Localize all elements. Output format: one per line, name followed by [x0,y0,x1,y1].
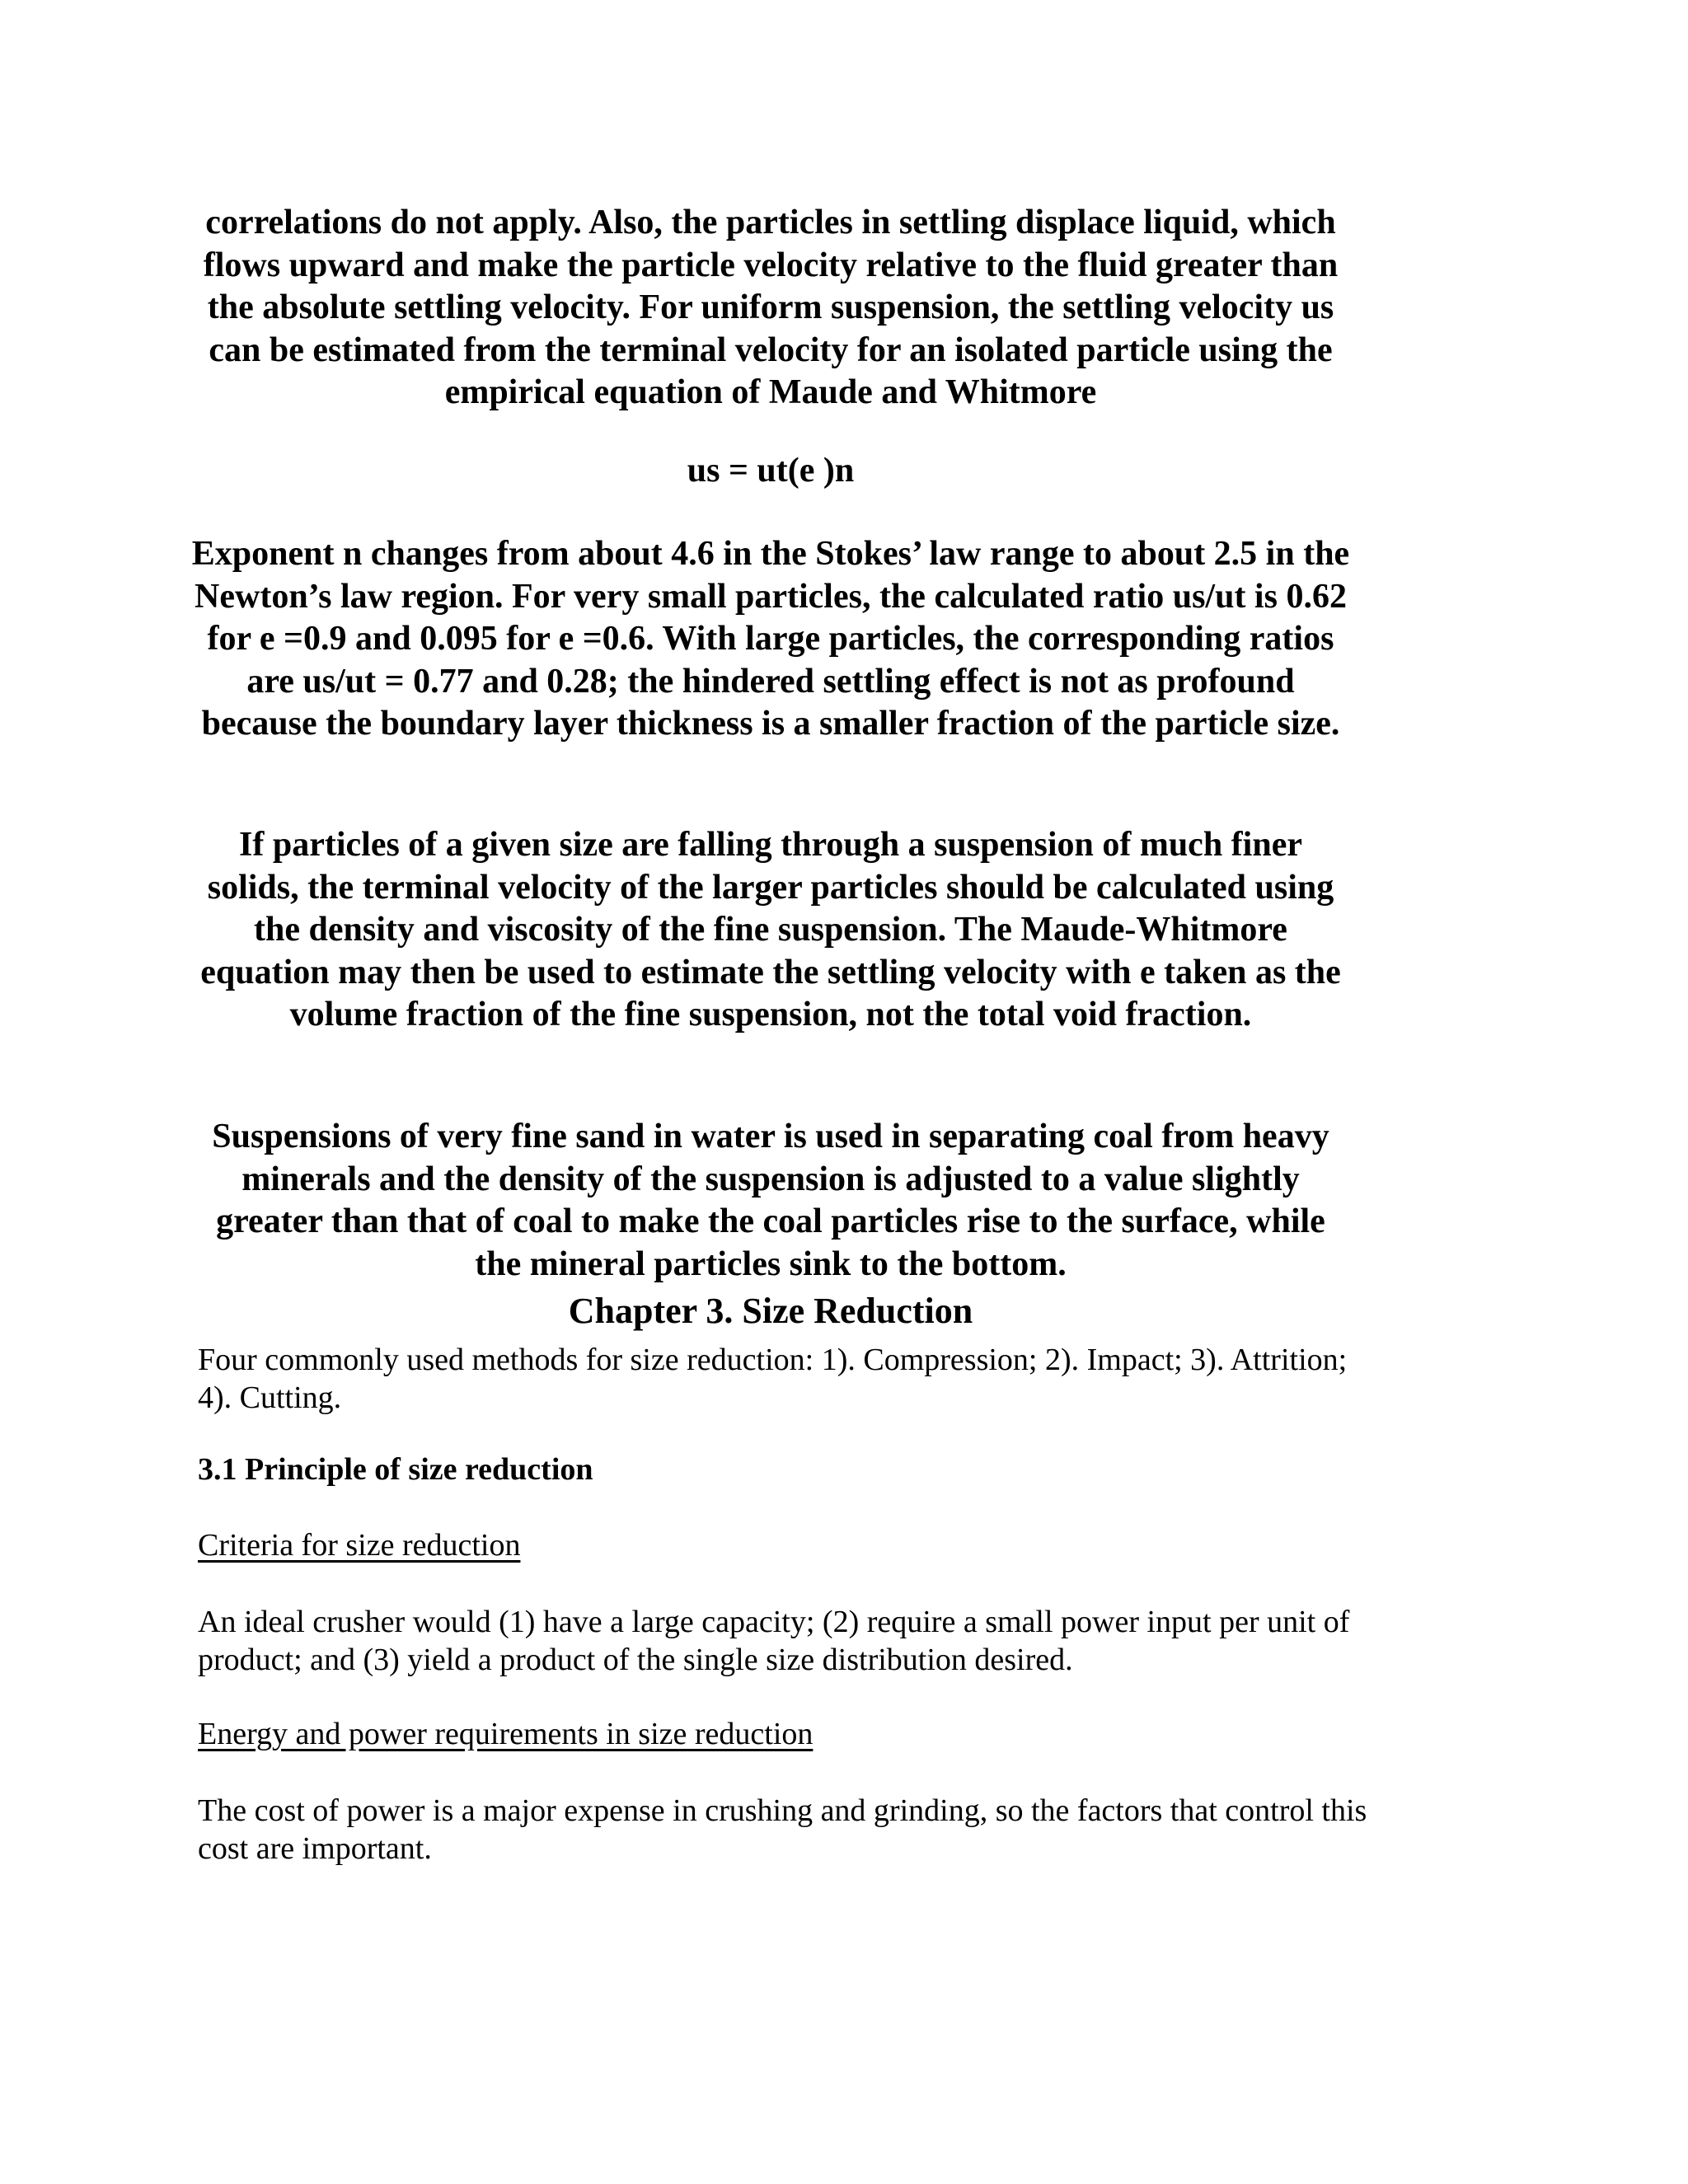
paragraph-coal-separation: Suspensions of very fine sand in water is used in separating coal from heavy minerals and the density of the suspension is adjusted to a value slightly greater than that of coal to make the coal particles rise to the surface, while the mineral particles sink to the bottom. [212,1118,1329,1283]
subheading-criteria: Criteria for size reduction [198,1528,521,1563]
paragraph-fine-suspension: If particles of a given size are falling through a suspension of much finer solids, the terminal velocity of the larger particles should be calculated using the density and viscosity of the fine suspension. The Maude-Whitmore equation may then be used to estimate the settling velocity with e taken as the volume fraction of the fine suspension, not the total void fraction. [200,826,1341,1033]
chapter-intro: Four commonly used methods for size reduction: 1). Compression; 2). Impact; 3). Attrition; 4). Cutting. [198,1343,1348,1415]
chapter-title: Chapter 3. Size Reduction [568,1291,973,1331]
subheading-energy-power: Energy and power requirements in size reduction [198,1717,814,1751]
paragraph-ideal-crusher: An ideal crusher would (1) have a large capacity; (2) require a small power input per unit of product; and (3) yield a product of the single size distribution desired. [198,1605,1350,1677]
paragraph-exponent-n: Exponent n changes from about 4.6 in the Stokes’ law range to about 2.5 in the Newton’s law region. For very small particles, the calculated ratio us/ut is 0.62 for e =0.9 and 0.095 for e =0.6. With large particles, the corresponding ratios are us/ut = 0.77 and 0.28; the hindered settling effect is not as profound because the boundary layer thickness is a smaller fraction of the particle size. [191,535,1350,743]
equation-maude-whitmore: us = ut(e )n [687,452,855,490]
paragraph-settling-intro: correlations do not apply. Also, the particles in settling displace liquid, which flows upward and make the particle velocity relative to the fluid greater than the absolute settling velocity. For uniform suspension, the settling velocity us can be estimated from the terminal velocity for an isolated particle using the empirical equation of Maude and Whitmore [203,204,1339,411]
section-heading: 3.1 Principle of size reduction [198,1452,593,1487]
paragraph-cost-of-power: The cost of power is a major expense in crushing and grinding, so the factors that control this cost are important. [198,1793,1367,1866]
